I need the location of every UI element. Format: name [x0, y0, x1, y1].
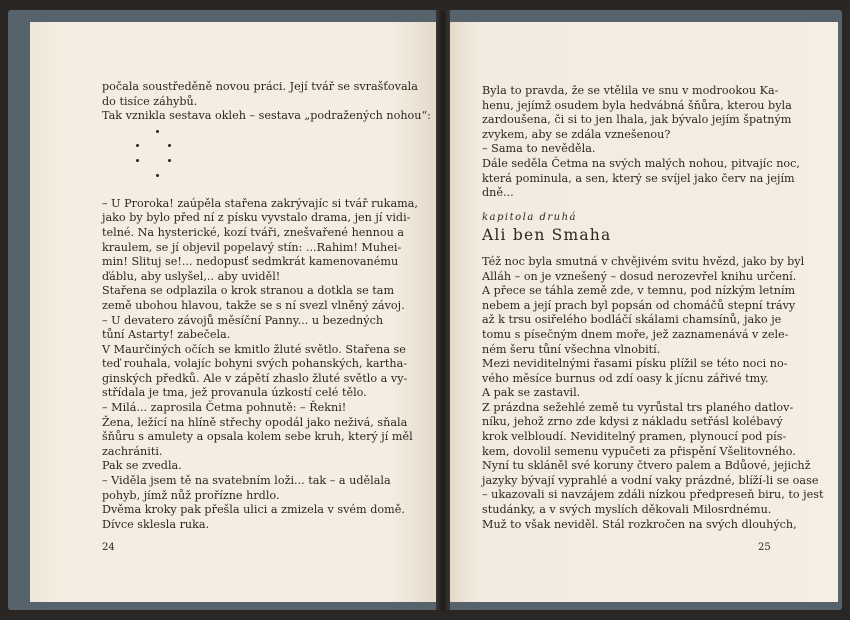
text-line: – U Proroka! zaúpěla stařena zakrývajíc si tvář rukama, — [102, 196, 418, 210]
text-line: dně... — [482, 186, 514, 200]
text-line: země ubohou hlavou, takže se s ní svezl vlněný závoj. — [102, 298, 405, 312]
text-line: Pak se zvedla. — [102, 459, 182, 473]
text-line: Muž to však neviděl. Stál rozkročen na svých dlouhých, — [482, 517, 797, 531]
text-line: – ukazovali si navzájem zdáli nízkou předpreseň biru, to jest — [482, 488, 824, 502]
text-line: – Sama to nevěděla. — [482, 142, 596, 156]
text-line: jazyky bývají vyprahlé a vodní vaky prázdné, blíží-li se oase — [482, 473, 819, 487]
text-line: ďáblu, aby uslyšel,.. aby uviděl! — [102, 269, 281, 283]
text-line: – U devatero závojů měsíční Panny... u bezedných — [102, 313, 384, 327]
text-line: – Milá... zaprosila Četma pohnutě: – Řekni! — [102, 401, 347, 415]
text-line: – Viděla jsem tě na svatebním loži... tak – a udělala — [102, 474, 391, 488]
text-line: Tak vznikla sestava okleh – sestava „podražených nohou“: — [102, 109, 431, 123]
dot-diagram-row — [102, 153, 402, 168]
text-line: ginských předků. Ale v zápětí zhaslo žluté světlo a vy- — [102, 371, 408, 385]
dot-mark — [156, 174, 159, 177]
dot-mark — [168, 144, 171, 147]
dot-mark — [136, 159, 139, 162]
text-line: níku, jehož zrno zde kdysi z nákladu setřásl kolébavý — [482, 415, 783, 429]
text-line: kem, dovolil semenu vypučeti za přispění Všelitovného. — [482, 444, 796, 458]
open-book — [8, 10, 842, 610]
text-line: Dále seděla Četma na svých malých nohou, pitvajíc noc, — [482, 156, 800, 170]
text-line: Žena, ležící na hlíně střechy opodál jako neživá, sňala — [102, 415, 408, 429]
text-line: jako by bylo před ní z písku vyvstalo drama, jen jí vidi- — [102, 211, 411, 225]
dot-mark — [136, 144, 139, 147]
dot-diagram-row — [102, 168, 402, 183]
text-line: Nyní tu skláněl své koruny čtvero palem a Bdůové, jejichž — [482, 459, 811, 473]
text-line: Též noc byla smutná v chvějivém svitu hvězd, jako by byl — [482, 254, 805, 268]
text-line: Stařena se odplazila o krok stranou a dotkla se tam — [102, 284, 395, 298]
text-line: studánky, a v svých myslích děkovali Milosrdnému. — [482, 503, 772, 517]
text-line: henu, jejímž osudem byla hedvábná šňůra, kterou byla — [482, 98, 792, 112]
text-line: teď rouhala, volajíc bohyni svých pohanských, kartha- — [102, 357, 408, 371]
text-line: Dvěma kroky pak přešla ulici a zmizela v svém domě. — [102, 503, 405, 517]
book-spine-gutter — [436, 10, 450, 610]
text-line: tomu s písečným dnem moře, jež zaznamenává v zele- — [482, 327, 789, 341]
text-line: počala soustředěně novou práci. Její tvář se svrašťovala — [102, 80, 418, 93]
text-line: šňůru s amulety a opsala kolem sebe kruh, který jí měl — [102, 430, 413, 444]
text-line: zvykem, aby se zdála vznešenou? — [482, 127, 671, 141]
dot-diagram-row — [102, 124, 402, 139]
text-line: do tisíce záhybů. — [102, 94, 198, 108]
chapter-label: kapitola druhá — [482, 211, 578, 223]
text-line: V Maurčiných očích se kmitlo žluté světlo. Stařena se — [102, 342, 406, 356]
dot-mark — [156, 130, 159, 133]
right-page-text — [482, 84, 824, 532]
left-page — [30, 22, 440, 602]
text-line: střídala je tma, jež provanula úzkostí celé tělo. — [102, 386, 367, 400]
text-line: min! Slituj se!... nedopusť sedmkrát kamenovanému — [102, 255, 399, 269]
text-line: ném šeru tůní všechna vlnobití. — [482, 342, 661, 356]
text-line: Z prázdna sežehlé země tu vyrůstal trs planého datlov- — [482, 400, 794, 414]
text-line: kraulem, se jí objevil popelavý stín: ...Rahim! Muhei- — [102, 240, 402, 254]
text-line: vého měsíce burnus od zdí oasy k jícnu zářivé tmy. — [482, 371, 769, 385]
text-line: zachrániti. — [102, 444, 163, 458]
left-page-text — [102, 80, 431, 532]
text-line: až k trsu osiřelého bodláčí skálami chamsínů, jako je — [482, 313, 782, 327]
text-line: zardoušena, či si to jen lhala, jak bývalo jejím špatným — [482, 113, 792, 127]
text-line: pohyb, jímž nůž proříznе hrdlo. — [102, 488, 280, 502]
text-line: která pominula, a sen, který se svíjel jako červ na jejím — [482, 171, 795, 185]
text-line: A přece se táhla země zde, v temnu, pod nízkým letním — [482, 284, 796, 298]
right-page — [446, 22, 838, 602]
text-line: Alláh – on je vznešený – dosud nerozevřel knihu určení. — [482, 269, 797, 283]
dot-diagram-row — [102, 138, 402, 153]
text-line: Mezi neviditelnými řasami písku plížil se této noci no- — [482, 357, 788, 371]
text-line: A pak se zastavil. — [482, 386, 581, 400]
page-number: 25 — [758, 542, 771, 553]
text-line: nebem a její prach byl popsán od chomáčů stepní trávy — [482, 298, 796, 312]
text-line: Byla to pravda, že se vtělila ve snu v modrookou Ka- — [482, 84, 779, 97]
text-line: krok velbloudí. Neviditelný pramen, plynoucí pod pís- — [482, 430, 787, 444]
page-number: 24 — [102, 542, 115, 553]
text-line: tůní Astarty! zabečela. — [102, 328, 231, 342]
text-line: Dívce sklesla ruka. — [102, 517, 210, 531]
chapter-title: Ali ben Smaha — [482, 226, 612, 245]
text-line: telné. Na hysterické, kozí tváři, znešvařené hennou a — [102, 225, 405, 239]
dot-mark — [168, 159, 171, 162]
